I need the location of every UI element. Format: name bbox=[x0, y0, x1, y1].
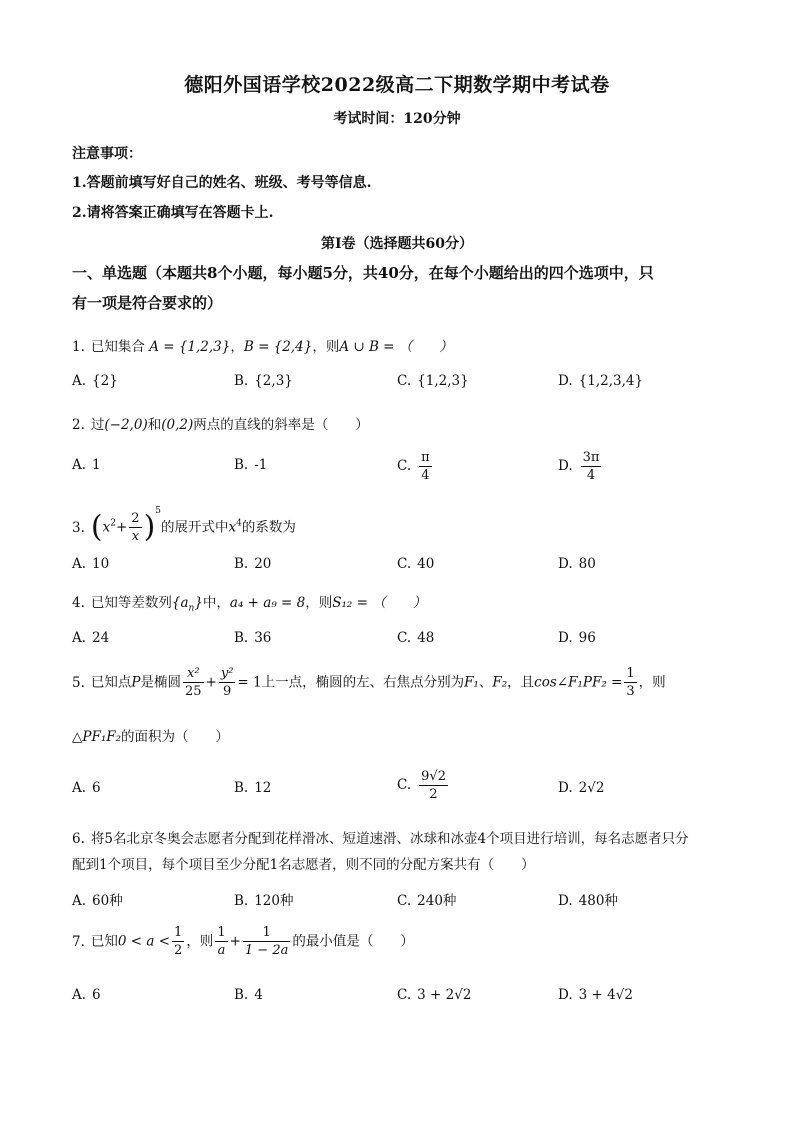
question-5-options bbox=[72, 768, 732, 812]
option-d[interactable]: D. 96 bbox=[558, 630, 596, 646]
separator: ， bbox=[230, 339, 244, 355]
option-d[interactable]: D. $\frac{3\pi}{4}$ bbox=[558, 450, 600, 483]
question-3-options bbox=[72, 556, 732, 586]
notice-heading: 注意事项： bbox=[72, 146, 142, 162]
option-b[interactable]: B. 120种 bbox=[234, 893, 294, 909]
question-text: 的展开式中 bbox=[161, 519, 229, 536]
option-a[interactable]: A. 60种 bbox=[72, 893, 123, 909]
question-text: 将5名北京冬奥会志愿者分配到花样滑冰、短道速滑、冰球和冰壶4个项目进行培训，每名志愿者只分 bbox=[90, 831, 689, 847]
focus-2: F₂ bbox=[492, 674, 508, 691]
question-1-options bbox=[72, 373, 732, 403]
question-6 bbox=[72, 826, 732, 878]
outer-exp: 5 bbox=[155, 506, 162, 516]
option-c[interactable]: C. 3 + 2√2 bbox=[397, 987, 472, 1003]
option-a[interactable]: A. 6 bbox=[72, 780, 101, 796]
option-a[interactable]: A. 10 bbox=[72, 556, 110, 572]
option-c[interactable]: C. $\frac{9√2}{2}$ bbox=[397, 769, 446, 802]
section-description bbox=[72, 258, 722, 318]
option-d[interactable]: D. {1,2,3,4} bbox=[558, 373, 644, 389]
equals-one: = 1 bbox=[237, 674, 262, 691]
question-text: 已知点 bbox=[90, 674, 132, 691]
question-text: 的最小值是（ ） bbox=[292, 933, 414, 950]
question-text: 中， bbox=[202, 595, 230, 611]
option-c[interactable]: C. 240种 bbox=[397, 893, 457, 909]
point-1: (−2,0) bbox=[104, 417, 148, 433]
inequality: 0 < a < bbox=[117, 933, 171, 950]
question-5-line-2 bbox=[72, 726, 732, 748]
question-text: 两点的直线的斜率是（ ） bbox=[193, 417, 369, 433]
section-line-2: 有一项是符合要求的） bbox=[72, 294, 223, 312]
question-5: 5. 已知点P是椭圆 $\frac{\text{x²}}{25}$ + $\frac{\text{y²}}{9}$ = 1上一点，椭圆的左、右焦点分别为F₁、F₂，且cos∠F₁PF₂ = $\frac{1}{3}$ ，则 bbox=[72, 666, 666, 699]
sequence: {a bbox=[171, 595, 189, 611]
separator: 、 bbox=[478, 674, 493, 691]
option-d[interactable]: D. 3 + 4√2 bbox=[558, 987, 633, 1003]
sequence-end: } bbox=[194, 595, 203, 611]
exam-time: 考试时间：120分钟 bbox=[333, 111, 461, 127]
option-a[interactable]: A. 24 bbox=[72, 630, 110, 646]
question-7-options bbox=[72, 987, 732, 1017]
notice-item-1: 1.答题前填写好自己的姓名、班级、考号等信息. bbox=[72, 175, 372, 191]
point-2: (0,2) bbox=[161, 417, 194, 433]
option-a[interactable]: A. {2} bbox=[72, 373, 118, 389]
question-text: 上一点，椭圆的左、右焦点分别为 bbox=[261, 674, 465, 691]
question-text: ，则 bbox=[305, 595, 333, 611]
question-7: 7. 已知0 < a < $\frac{1}{2}$ ，则 $\frac{1}{a}$ + $\frac{1}{1 - 2a}$ 的最小值是（ ） bbox=[72, 925, 414, 958]
question-number: 4. bbox=[72, 595, 85, 611]
option-b[interactable]: B. 12 bbox=[234, 780, 272, 796]
question-1 bbox=[72, 336, 732, 358]
question-text: ，则 bbox=[312, 339, 340, 355]
question-text: 已知集合 bbox=[90, 339, 145, 355]
option-c[interactable]: C. $\frac{\pi}{4}$ bbox=[397, 450, 430, 483]
question-text: ，且 bbox=[507, 674, 535, 691]
sequence-sub: n bbox=[188, 603, 195, 614]
term-exp: 4 bbox=[236, 518, 242, 529]
question-3: 3. ($x^2+$ $\frac{2}{x}$ )$^5$的展开式中$x^4$的系数为 bbox=[72, 506, 296, 545]
question-2-options bbox=[72, 449, 732, 489]
expr-exp: 2 bbox=[110, 518, 116, 529]
option-a[interactable]: A. 6 bbox=[72, 987, 101, 1003]
question-number: 5. bbox=[72, 674, 85, 691]
question-text: 的面积为（ ） bbox=[121, 729, 230, 745]
question-number: 3. bbox=[72, 519, 85, 536]
option-d[interactable]: D. 2√2 bbox=[558, 780, 605, 796]
option-c[interactable]: C. {1,2,3} bbox=[397, 373, 469, 389]
option-c[interactable]: C. 48 bbox=[397, 630, 435, 646]
plus-sign: + bbox=[229, 933, 241, 950]
question-4 bbox=[72, 592, 732, 620]
cos-expr: cos∠F₁PF₂ = bbox=[534, 674, 623, 691]
part-title: 第I卷（选择题共60分） bbox=[320, 236, 474, 252]
question-number: 6. bbox=[72, 831, 85, 847]
question-text: 和 bbox=[147, 417, 162, 433]
focus-1: F₁ bbox=[464, 674, 479, 691]
question-text: ，则 bbox=[638, 674, 666, 691]
question-number: 7. bbox=[72, 933, 85, 950]
notice-item-2: 2.请将答案正确填写在答题卡上. bbox=[72, 205, 274, 221]
set-b: B = {2,4} bbox=[243, 339, 313, 355]
option-b[interactable]: B. 20 bbox=[234, 556, 272, 572]
option-b[interactable]: B. {2,3} bbox=[234, 373, 293, 389]
question-text: 的系数为 bbox=[241, 519, 296, 536]
point-p: P bbox=[131, 674, 141, 691]
option-d[interactable]: D. 80 bbox=[558, 556, 596, 572]
plus-sign: + bbox=[115, 519, 128, 536]
option-b[interactable]: B. 4 bbox=[234, 987, 263, 1003]
option-b[interactable]: B. 36 bbox=[234, 630, 272, 646]
question-number: 1. bbox=[72, 339, 85, 355]
question-text: 是椭圆 bbox=[140, 674, 181, 691]
set-a: A = {1,2,3} bbox=[149, 339, 231, 355]
question-text: 已知等差数列 bbox=[90, 595, 172, 611]
exam-title: 德阳外国语学校2022级高二下期数学期中考试卷 bbox=[184, 74, 610, 96]
condition: a₄ + a₉ = 8 bbox=[229, 595, 306, 611]
question-text: 已知 bbox=[90, 933, 118, 950]
question-2 bbox=[72, 414, 732, 436]
union-expression: A ∪ B = （ ） bbox=[339, 339, 453, 355]
question-number: 2. bbox=[72, 417, 85, 433]
term: x bbox=[228, 519, 237, 536]
question-4-options bbox=[72, 630, 732, 660]
expr-base: x bbox=[102, 519, 111, 536]
option-d[interactable]: D. 480种 bbox=[558, 893, 618, 909]
question-6-options bbox=[72, 889, 732, 919]
triangle-expr: △PF₁F₂ bbox=[72, 729, 122, 745]
option-c[interactable]: C. 40 bbox=[397, 556, 435, 572]
question-text: 过 bbox=[90, 417, 105, 433]
option-a[interactable]: A. 1 bbox=[72, 457, 101, 473]
section-line-1: 一、单选题（本题共8个小题，每小题5分，共40分，在每个小题给出的四个选项中，只 bbox=[72, 264, 654, 282]
question-text: ，则 bbox=[186, 933, 214, 950]
target: S₁₂ = （ ） bbox=[332, 595, 427, 611]
question-text-line-2: 配到1个项目，每个项目至少分配1名志愿者，则不同的分配方案共有（ ） bbox=[72, 857, 535, 873]
option-b[interactable]: B. -1 bbox=[234, 457, 268, 473]
